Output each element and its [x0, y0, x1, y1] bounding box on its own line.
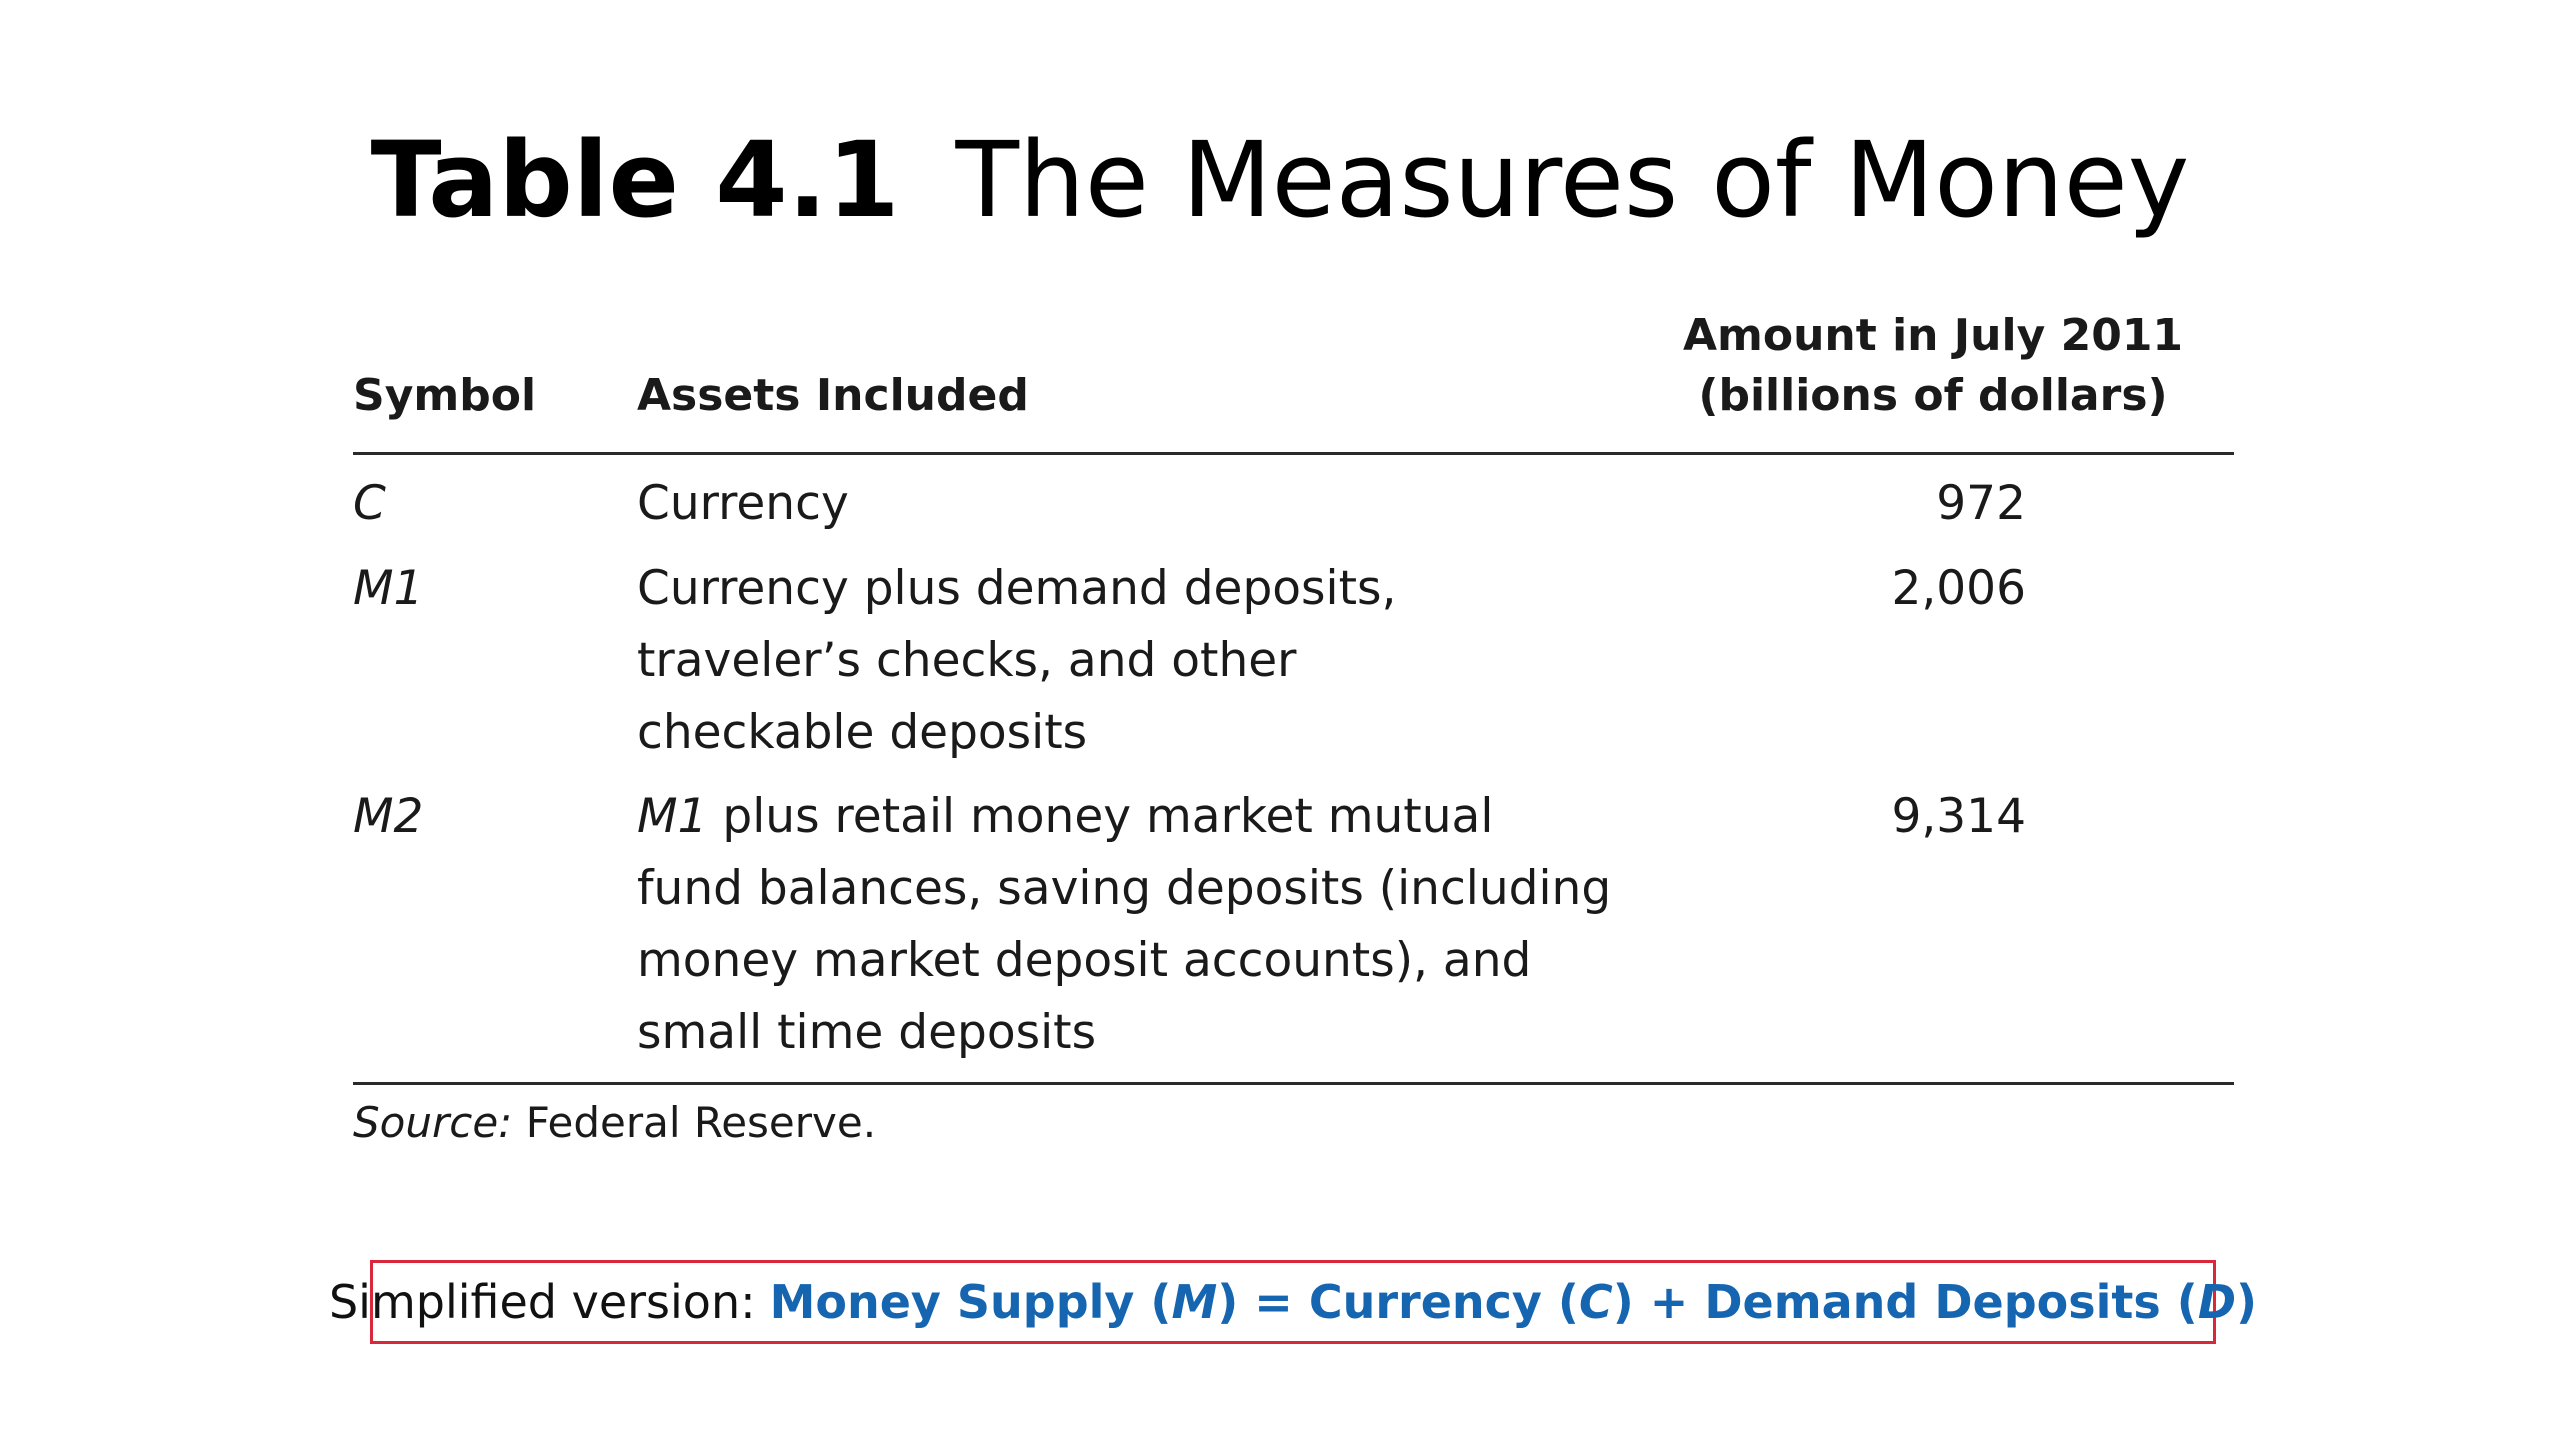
row-m2-assets-m1-ref: M1: [637, 789, 708, 844]
row-m2-assets-line: fund balances, saving deposits (including: [637, 861, 1612, 916]
table-number: Table 4.1: [370, 119, 900, 241]
row-m1-amount: 2,006: [1891, 561, 2026, 616]
table-title: The Measures of Money: [955, 119, 2190, 241]
formula-part: Money Supply (: [769, 1275, 1172, 1329]
header-amount-line2: (billions of dollars): [1698, 370, 2168, 421]
row-c-assets: [637, 468, 1637, 540]
row-m2-assets: [637, 781, 1637, 1069]
row-m2-assets-first-rest: plus retail money market mutual: [707, 789, 1494, 844]
row-m2-amount: 9,314: [1891, 789, 2026, 844]
formula-part: ) + Demand Deposits (: [1612, 1275, 2198, 1329]
row-c-symbol: C: [353, 476, 386, 531]
source-note: [353, 1093, 876, 1153]
footer-rule: [353, 1082, 2234, 1085]
formula-part: ) = Currency (: [1217, 1275, 1579, 1329]
formula-var-d: D: [2197, 1275, 2237, 1329]
row-m1-assets-line: checkable deposits: [637, 705, 1088, 760]
row-m2-assets-line: [637, 781, 1637, 853]
row-m1-assets: [637, 553, 1637, 769]
row-m1-symbol: M1: [353, 561, 424, 616]
formula-var-c: C: [1578, 1275, 1613, 1329]
row-m1-assets-line: Currency plus demand deposits,: [637, 561, 1397, 616]
row-m1-assets-line: traveler’s checks, and other: [637, 633, 1297, 688]
header-rule: [353, 452, 2234, 455]
simplified-version-prefix: Simplified version:: [328, 1275, 756, 1329]
formula-part: ): [2236, 1275, 2258, 1329]
row-m2-assets-line: money market deposit accounts), and: [637, 933, 1532, 988]
slide-title: [0, 115, 2560, 245]
row-m2-assets-line: small time deposits: [637, 1005, 1097, 1060]
row-c-amount: 972: [1936, 476, 2026, 531]
header-amount-line1: Amount in July 2011: [1682, 310, 2184, 361]
source-label: Source:: [353, 1098, 513, 1147]
money-supply-formula: [770, 1275, 2257, 1329]
formula-var-m: M: [1171, 1275, 1218, 1329]
simplified-version-box: [328, 1260, 2258, 1344]
row-c-assets-line: Currency: [637, 476, 849, 531]
row-m2-symbol: M2: [353, 789, 424, 844]
header-symbol: Symbol: [353, 370, 537, 421]
header-assets-included: Assets Included: [637, 370, 1029, 421]
source-text: Federal Reserve.: [525, 1098, 877, 1147]
